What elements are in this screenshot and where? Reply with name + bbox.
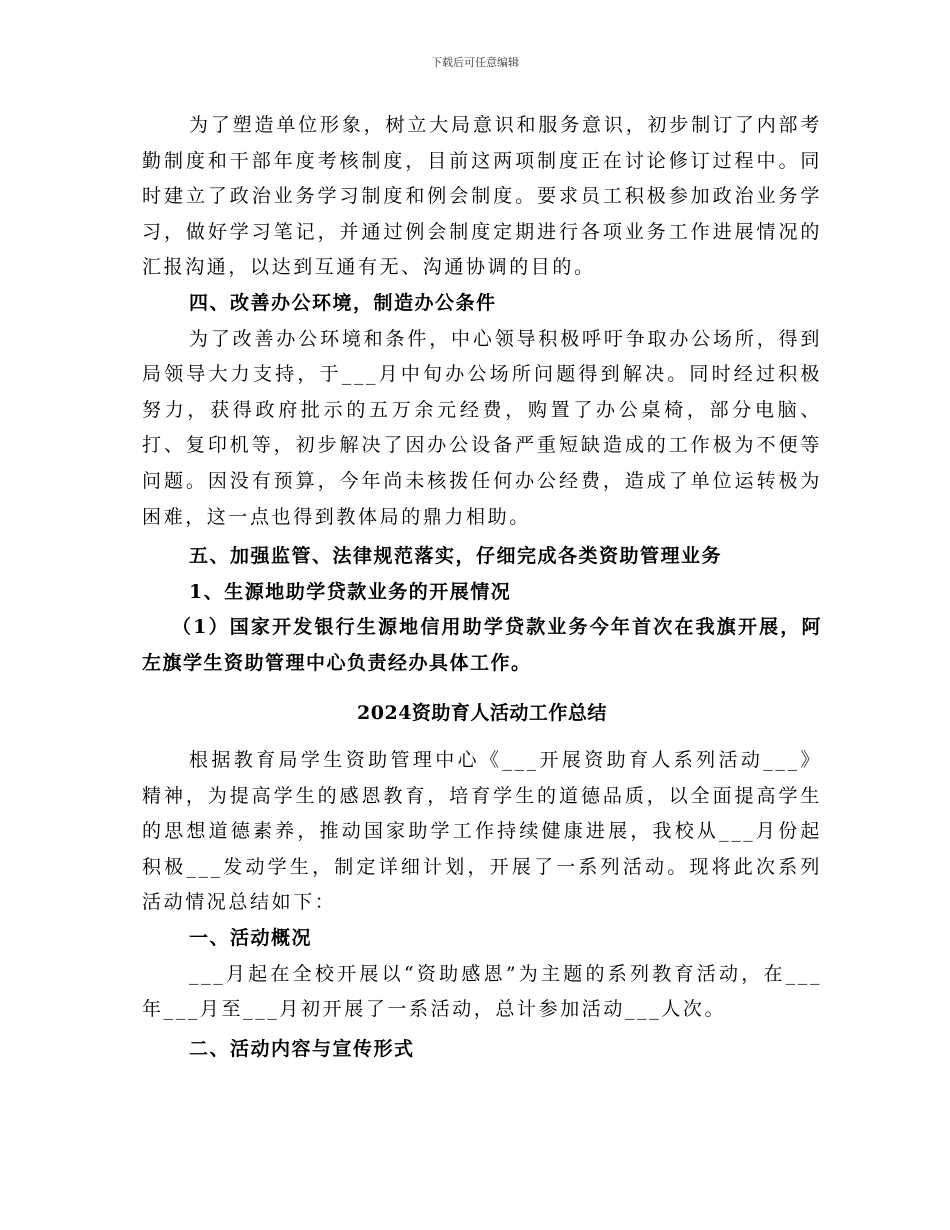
heading-improve-office: 四、改善办公环境，制造办公条件: [189, 291, 497, 314]
page-header-note: 下载后可任意编辑: [431, 56, 519, 69]
heading-student-loans: 1、生源地助学贷款业务的开展情况: [189, 580, 512, 603]
document-title: 2024资助育人活动工作总结: [357, 701, 607, 724]
heading-supervision: 五、加强监管、法律规范落实，仔细完成各类资助管理业务: [189, 545, 723, 568]
paragraph-activity-intro: 根据教育局学生资助管理中心《___开展资助育人系列活动___》精神，为提高学生的感恩教育，培育学生的道德品质，以全面提高学生的思想道德素养，推动国家助学工作持续健康进展，我校从___月份起积极___发动学生，制定详细计划，开展了一系列活动。现将此次系列活动情况总结如下：: [142, 749, 822, 914]
heading-activity-overview: 一、活动概况: [189, 927, 313, 950]
paragraph-internal-systems: 为了塑造单位形象，树立大局意识和服务意识，初步制订了内部考勤制度和干部年度考核制度，目前这两项制度正在讨论修订过程中。同时建立了政治业务学习制度和例会制度。要求员工积极参加政治业务学习，做好学习笔记，并通过例会制度定期进行各项业务工作进展情况的汇报沟通，以达到互通有无、沟通协调的目的。: [142, 114, 822, 279]
heading-activity-content: 二、活动内容与宣传形式: [189, 1037, 415, 1060]
paragraph-bank-loans: （1）国家开发银行生源地信用助学贷款业务今年首次在我旗开展，阿左旗学生资助管理中心负责经办具体工作。: [142, 616, 822, 674]
paragraph-activity-overview: ___月起在全校开展以“资助感恩”为主题的系列教育活动，在___年___月至___月初开展了一系活动，总计参加活动___人次。: [142, 962, 822, 1021]
document-body: [142, 108, 822, 1067]
paragraph-office-conditions: 为了改善办公环境和条件，中心领导积极呼吁争取办公场所，得到局领导大力支持，于___月中旬办公场所问题得到解决。同时经过积极努力，获得政府批示的五万余元经费，购置了办公桌椅，部分电脑、打、复印机等，初步解决了因办公设备严重短缺造成的工作极为不便等问题。因没有预算，今年尚未核拨任何办公经费，造成了单位运转极为困难，这一点也得到教体局的鼎力相助。: [142, 327, 822, 528]
